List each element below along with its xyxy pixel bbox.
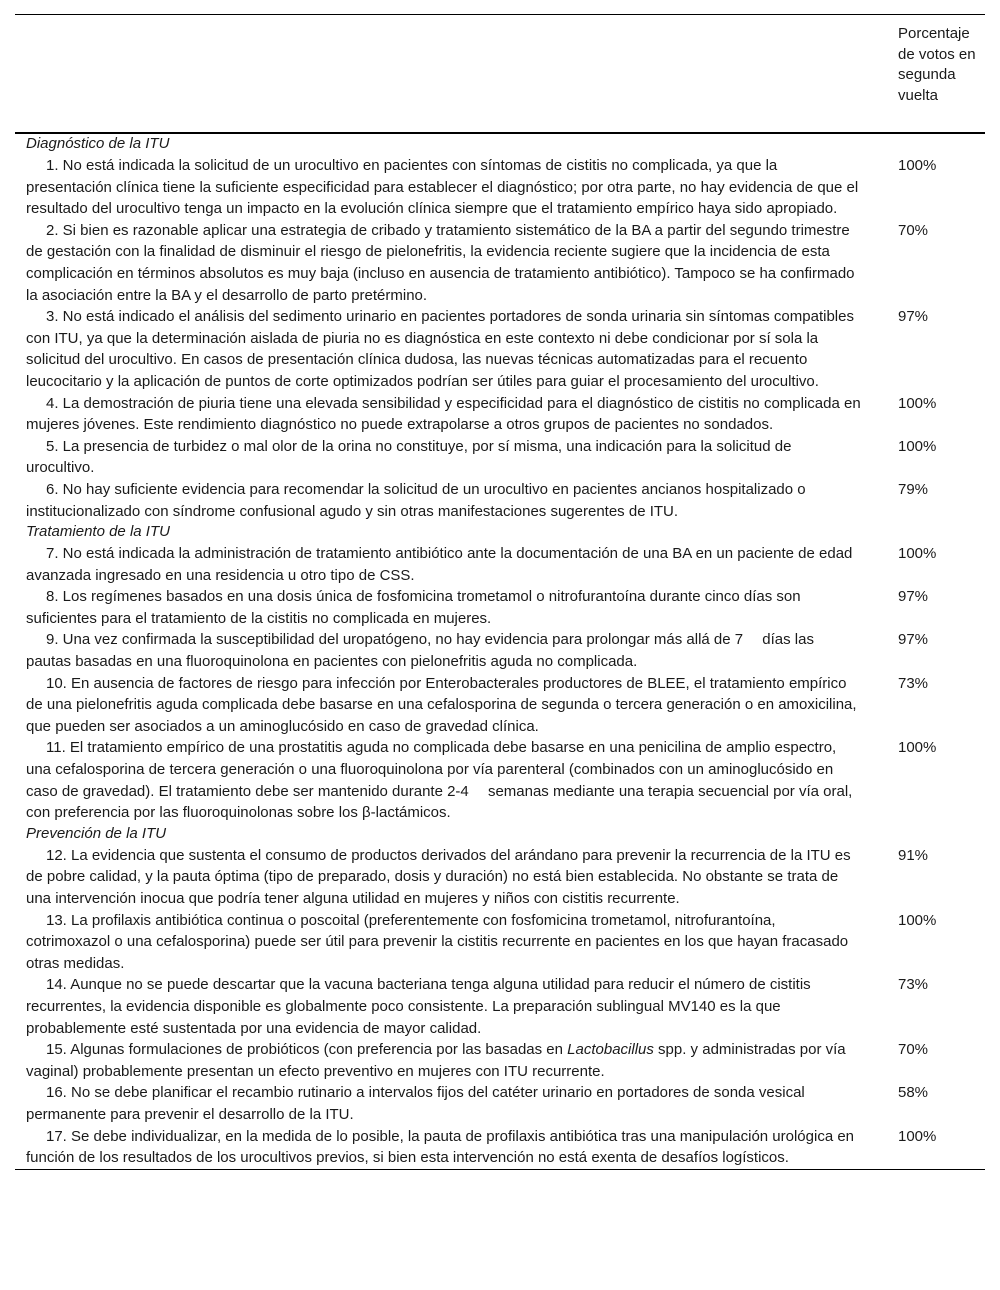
vote-percentage: 100% bbox=[898, 1127, 937, 1145]
recommendation-text: 7. No está indicada la administración de tratamiento antibiótico ante la documentación de una BA en un paciente de edad avanzada ingresado en una residencia u otro tipo de CSS. bbox=[26, 545, 853, 584]
vote-percentage: 79% bbox=[898, 480, 929, 498]
recommendation-text: 1. No está indicada la solicitud de un urocultivo en pacientes con síntomas de cistitis no complicada, ya que la presentación clínica tiene la suficiente especificidad para establecer el diagnóstico; por otra parte, no hay evidencia de que el resultado del urocultivo tenga un impacto en la evolución clínica siempre que el tratamiento empírico haya sido apropiado. bbox=[26, 157, 859, 218]
text-part: 15. Algunas formulaciones de probióticos (con preferencia por las basadas en bbox=[46, 1041, 568, 1059]
table-row bbox=[15, 1126, 985, 1169]
vote-percentage: 100% bbox=[898, 437, 937, 455]
table-body bbox=[15, 134, 985, 1169]
table-header bbox=[15, 15, 985, 134]
recommendation-text: 8. Los regímenes basados en una dosis única de fosfomicina trometamol o nitrofurantoína durante cinco días son suficientes para el tratamiento de la cistitis no complicada en mujeres. bbox=[26, 588, 801, 627]
vote-percentage: 100% bbox=[898, 545, 937, 563]
table-row bbox=[15, 155, 985, 220]
vote-percentage: 58% bbox=[898, 1084, 929, 1102]
vote-percentage: 100% bbox=[898, 157, 937, 174]
table-row bbox=[15, 436, 985, 479]
vote-percentage: 73% bbox=[898, 674, 929, 692]
recommendation-text: 3. No está indicado el análisis del sedimento urinario en pacientes portadores de sonda urinaria sin síntomas compatibles con ITU, ya que la determinación aislada de piuria no es diagnóstica en este contexto ni debe condicionar por sí sola la solicitud del urocultivo. En casos de presentación clínica dudosa, las nuevas técnicas automatizadas para el recuento leucocitario y la aplicación de puntos de corte optimizados podrían ser útiles para guiar el procesamiento del urocultivo. bbox=[26, 308, 854, 390]
section-title: Prevención de la ITU bbox=[26, 824, 167, 842]
recommendation-text: 11. El tratamiento empírico de una prostatitis aguda no complicada debe basarse en una penicilina de amplio espectro, una cefalosporina de tercera generación o una fluoroquinolona por vía parenteral (combinados con un aminoglucósido en caso de gravedad). El tratamiento debe ser mantenido durante 2-4 semanas mediante una terapia secuencial por vía oral, con preferencia por las fluoroquinolonas sobre los β-lactámicos. bbox=[26, 739, 853, 822]
table-row bbox=[15, 393, 985, 436]
vote-percentage: 100% bbox=[898, 394, 937, 412]
text-part: spp. y administradas por vía vaginal) probablemente presentan un efecto preventivo en mujeres con ITU recurrente. bbox=[26, 1041, 846, 1080]
recommendation-text: 12. La evidencia que sustenta el consumo de productos derivados del arándano para prevenir la recurrencia de la ITU es de pobre calidad, y la pauta óptima (tipo de preparado, dosis y duración) no está bien establecida. No obstante se trata de una intervención inocua que podría tener alguna utilidad en mujeres y niños con cistitis recurrente. bbox=[26, 846, 851, 907]
table-row bbox=[15, 1082, 985, 1125]
recommendation-text: 13. La profilaxis antibiótica continua o poscoital (preferentemente con fosfomicina trometamol, nitrofurantoína, cotrimoxazol o una cefalosporina) puede ser útil para prevenir la cistitis recurrente en pacientes en los que hayan fracasado otras medidas. bbox=[26, 911, 849, 972]
vote-percentage: 91% bbox=[898, 846, 929, 864]
vote-percentage: 97% bbox=[898, 308, 929, 326]
recommendation-text: 4. La demostración de piuria tiene una elevada sensibilidad y especificidad para el diagnóstico de cistitis no complicada en mujeres jóvenes. Este rendimiento diagnóstico no puede extrapolarse a otros grupos de pacientes no sondados. bbox=[26, 394, 861, 434]
header-vote-percentage: Porcentaje de votos en segunda vuelta bbox=[898, 25, 976, 104]
recommendation-text: 14. Aunque no se puede descartar que la vacuna bacteriana tenga alguna utilidad para reducir el número de cistitis recurrentes, la evidencia disponible es globalmente poco consistente. La preparación sublingual MV140 es la que probablemente esté sustentada por una evidencia de mayor calidad. bbox=[26, 976, 811, 1037]
recommendation-text: 16. No se debe planificar el recambio rutinario a intervalos fijos del catéter urinario en portadores de sonda vesical permanente para prevenir el desarrollo de la ITU. bbox=[26, 1084, 805, 1123]
recommendation-text: 9. Una vez confirmada la susceptibilidad del uropatógeno, no hay evidencia para prolongar más allá de 7 días las pautas basadas en una fluoroquinolona en pacientes con pielonefritis aguda no complicada. bbox=[26, 631, 814, 671]
recommendation-text bbox=[15, 1039, 861, 1082]
table-row bbox=[15, 479, 985, 522]
recommendations-table bbox=[15, 14, 985, 1170]
section-title: Diagnóstico de la ITU bbox=[26, 135, 170, 152]
table-row bbox=[15, 673, 985, 738]
recommendation-text: 17. Se debe individualizar, en la medida de lo posible, la pauta de profilaxis antibiótica tras una manipulación urológica en función de los resultados de los urocultivos previos, si bien esta intervención no está exenta de desafíos logísticos. bbox=[26, 1127, 855, 1167]
table-row bbox=[15, 737, 985, 823]
recommendation-text: 10. En ausencia de factores de riesgo para infección por Enterobacterales productores de BLEE, el tratamiento empírico de una pielonefritis aguda complicada debe basarse en una cefalosporina de segunda o tercera generación o en amoxicilina, que pueden ser asociados a un aminoglucósido en caso de gravedad clínica. bbox=[26, 674, 857, 735]
table-row bbox=[15, 220, 985, 306]
table-row bbox=[15, 1039, 985, 1082]
italic-term: Lactobacillus bbox=[567, 1041, 654, 1059]
vote-percentage: 100% bbox=[898, 911, 937, 929]
table-row bbox=[15, 629, 985, 672]
vote-percentage: 70% bbox=[898, 221, 929, 239]
recommendation-text: 6. No hay suficiente evidencia para recomendar la solicitud de un urocultivo en pacientes ancianos hospitalizado o institucionalizado con síndrome confusional agudo y sin otras manifestaciones sugerentes de ITU. bbox=[26, 480, 806, 520]
table-row bbox=[15, 306, 985, 392]
recommendation-text: 2. Si bien es razonable aplicar una estrategia de cribado y tratamiento sistemático de la BA a partir del segundo trimestre de gestación con la finalidad de disminuir el riesgo de pielonefritis, la evidencia reciente sugiere que la incidencia de esta complicación en términos absolutos es muy baja (incluso en ausencia de tratamiento antibiótico). Tampoco se ha confirmado la asociación entre la BA y el desarrollo de parto pretérmino. bbox=[26, 221, 855, 304]
vote-percentage: 97% bbox=[898, 588, 929, 606]
vote-percentage: 70% bbox=[898, 1041, 929, 1059]
table-row bbox=[15, 845, 985, 910]
table-row bbox=[15, 974, 985, 1039]
table-row bbox=[15, 910, 985, 975]
vote-percentage: 100% bbox=[898, 739, 937, 757]
table-row bbox=[15, 586, 985, 629]
vote-percentage: 73% bbox=[898, 976, 929, 994]
recommendation-text: 5. La presencia de turbidez o mal olor de la orina no constituye, por sí misma, una indicación para la solicitud de urocultivo. bbox=[26, 437, 792, 477]
section-title: Tratamiento de la ITU bbox=[26, 523, 170, 541]
vote-percentage: 97% bbox=[898, 631, 929, 649]
table-row bbox=[15, 543, 985, 586]
